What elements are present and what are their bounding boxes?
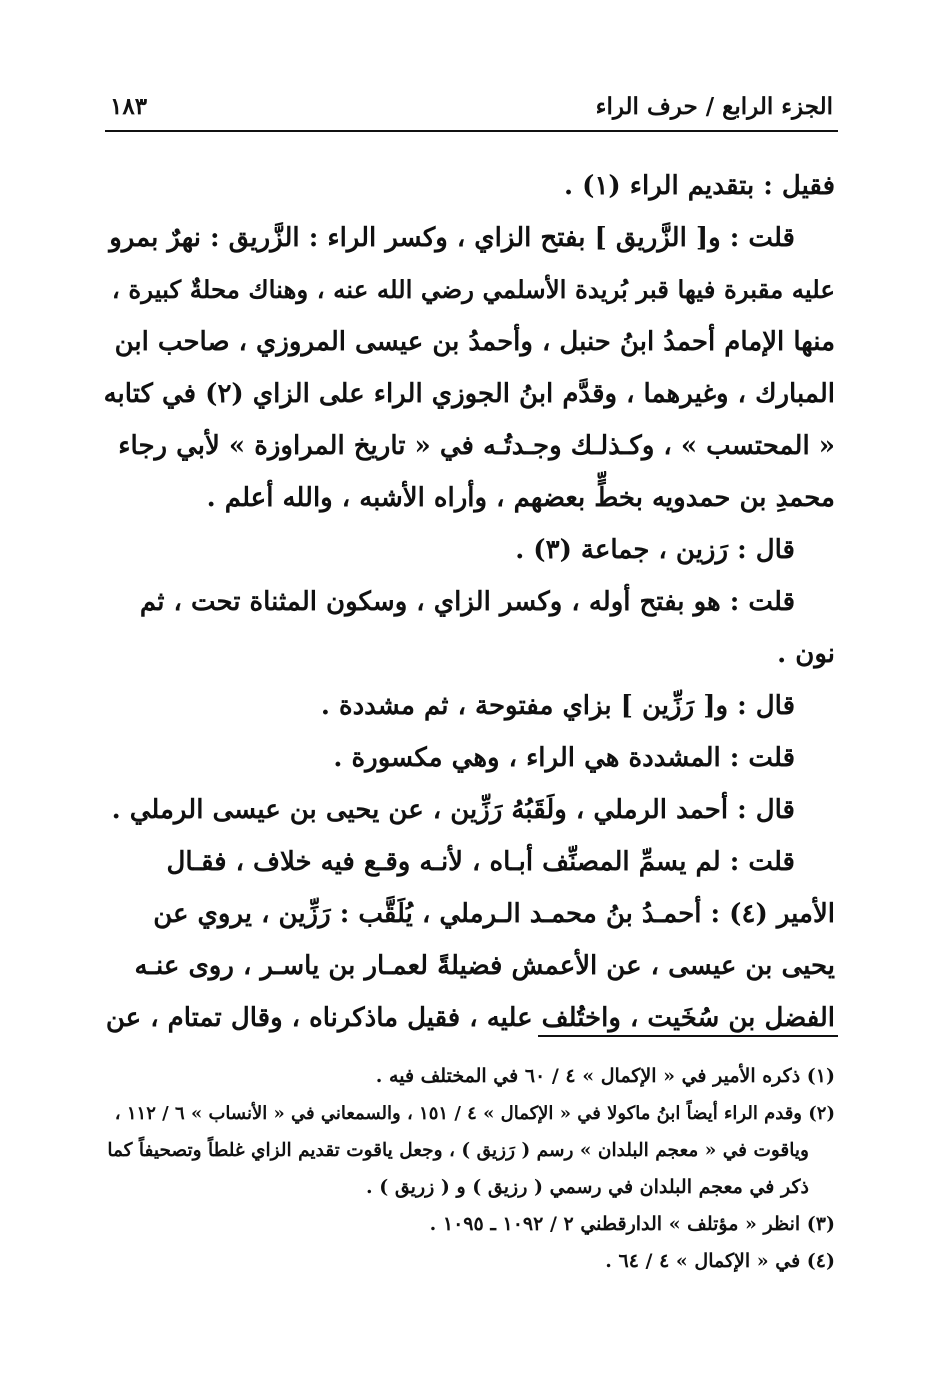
text-line: الفضل بن سُخَيت ، واختُلف عليه ، فقيل ماذكرناه ، وقال تمتام ، عن [105,1003,835,1033]
text-line: محمدِ بن حمدويه بخطٍّ بعضهم ، وأراه الأشبه ، والله أعلم . [206,483,835,513]
header-title: الجزء الرابع / حرف الراء [595,92,833,120]
text-line: فقيل : بتقديم الراء (١) . [564,171,835,201]
text-line: المبارك ، وغيرهما ، وقدَّم ابنُ الجوزي الراء على الزاي (٢) في كتابه [103,379,835,409]
text-line: قلت : و[ الزَّريق ] بفتح الزاي ، وكسر الراء : الزَّريق : نهرٌ بمرو [109,223,795,253]
main-text [100,160,835,1044]
text-line: قلت : المشددة هي الراء ، وهي مكسورة . [333,743,795,773]
text-line: قال : رَزين ، جماعة (٣) . [515,535,795,565]
text-line: قال : و[ رَزِّين ] بزاي مفتوحة ، ثم مشددة . [320,691,795,721]
text-line: نون . [777,639,835,669]
footnote-line: (٢) وقدم الراء أيضاً ابنُ ماكولا في « الإكمال » ٤ / ١٥١ ، والسمعاني في « الأنساب » ٦ / ١١٢ ، [114,1103,835,1124]
text-line: الأمير (٤) : أحمـدُ بنُ محمـد الـرملي ، يُلَقَّب : رَزِّين ، يروي عن [153,899,835,929]
footnote-line: (٣) انظر « مؤتلف » الدارقطني ٢ / ١٠٩٢ ـ ١٠٩٥ . [429,1213,835,1235]
header-rule [105,130,838,132]
running-header [110,86,833,126]
page-number: ١٨٣ [110,92,148,120]
text-line: منها الإمام أحمدُ ابنُ حنبل ، وأحمدُ بن عيسى المروزي ، صاحب ابن [114,327,835,357]
text-line: عليه مقبرة فيها قبر بُريدة الأسلمي رضي الله عنه ، وهناك محلةٌ كبيرة ، [111,275,835,304]
text-line: قال : أحمد الرملي ، ولَقَبُهُ رَزِّين ، عن يحيى بن عيسى الرملي . [111,795,795,825]
text-line: قلت : لم يسمِّ المصنِّف أبـاه ، لأنـه وقـع فيه خلاف ، فقـال [166,847,795,877]
text-line: قلت : هو بفتح أوله ، وكسر الزاي ، وسكون المثناة تحت ، ثم [139,587,795,617]
footnote-line: (١) ذكره الأمير في « الإكمال » ٤ / ٦٠ في المختلف فيه . [375,1065,835,1087]
footnote-line: (٤) في « الإكمال » ٤ / ٦٤ . [605,1250,835,1272]
footnotes [105,1058,835,1280]
footnote-rule [538,1035,838,1037]
footnote-line: ذكر في معجم البلدان في رسمي ( رزيق ) و ( زريق ) . [365,1176,809,1198]
footnote-line: وياقوت في « معجم البلدان » رسم ( رَزيق ) ، وجعل ياقوت تقديم الزاي غلطاً وتصحيفاً كما [107,1140,809,1161]
text-line: « المحتسب » ، وكـذلـك وجـدتُـه في « تاريخ المراوزة » لأبي رجاء [118,431,835,461]
text-line: يحيى بن عيسى ، عن الأعمش فضيلةً لعمـار بن ياسـر ، روى عنـه [134,951,835,981]
